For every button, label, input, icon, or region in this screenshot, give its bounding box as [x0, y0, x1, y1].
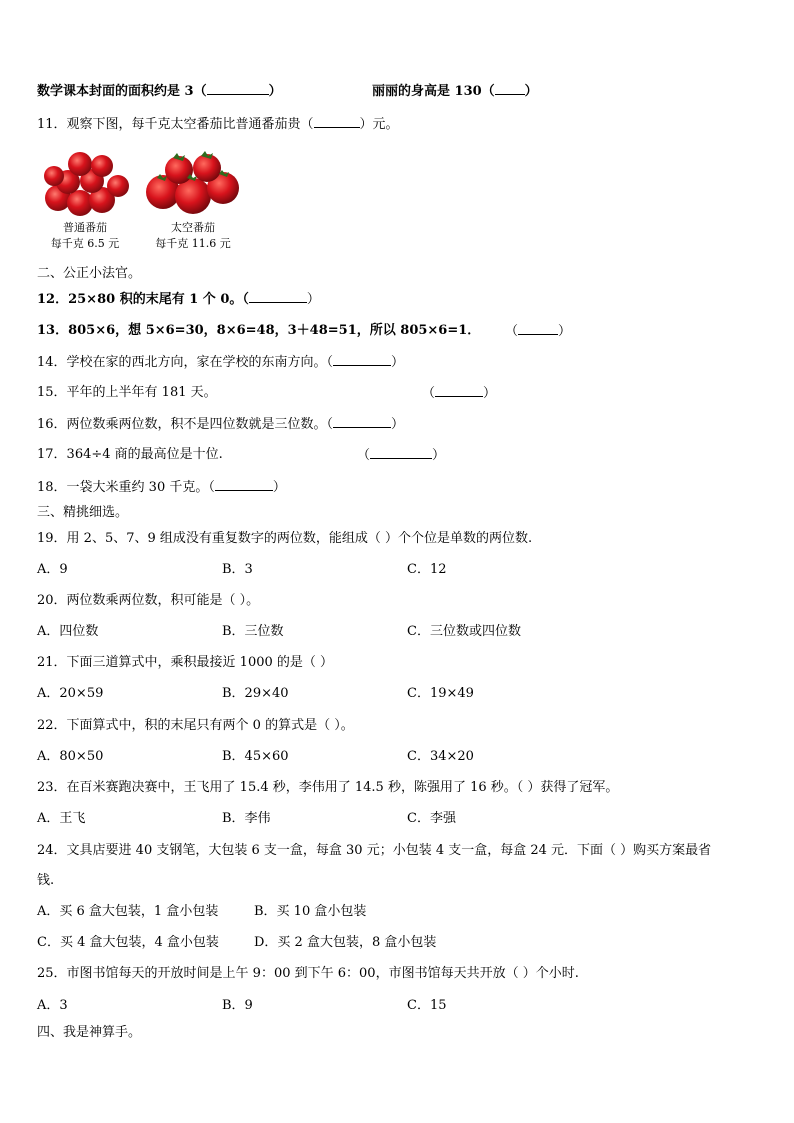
question-24-continued: 钱.	[37, 873, 55, 888]
option-a[interactable]: A．3	[37, 998, 68, 1013]
question-17-answer	[357, 446, 445, 465]
question-text: 11．观察下图，每千克太空番茄比普通番茄贵（	[37, 117, 314, 132]
option-b[interactable]: B．买 10 盒小包装	[254, 904, 367, 919]
option-b[interactable]: B．29×40	[222, 686, 289, 701]
section-title-4: 四、我是神算手。	[37, 1025, 142, 1040]
question-13: 13．805×6，想 5×6=30，8×6=48，3＋48=51，所以 805×6=1．	[37, 323, 481, 338]
answer-blank[interactable]	[333, 415, 391, 428]
question-12	[37, 290, 320, 309]
caption-space-tomato: 太空番茄	[171, 221, 215, 234]
question-25: 25．市图书馆每天的开放时间是上午 9：00 到下午 6：00，市图书馆每天共开放（ ）个小时.	[37, 966, 579, 981]
question-18	[37, 478, 286, 497]
option-b[interactable]: B．3	[222, 562, 253, 577]
answer-blank[interactable]	[215, 478, 273, 491]
option-c[interactable]: C．19×49	[407, 686, 474, 701]
question-20: 20．两位数乘两位数，积可能是（ ）。	[37, 593, 260, 608]
text-close: ）	[432, 448, 446, 463]
question-text-end: ）元。	[359, 117, 399, 132]
option-c[interactable]: C．34×20	[407, 749, 474, 764]
question-22: 22．下面算式中，积的末尾只有两个 0 的算式是（ ）。	[37, 718, 354, 733]
option-c[interactable]: C．买 4 盒大包装，4 盒小包装	[37, 935, 219, 950]
option-b[interactable]: B．李伟	[222, 811, 271, 826]
space-tomato-image	[143, 148, 243, 220]
question-14	[37, 353, 404, 372]
text-open: （	[505, 324, 519, 339]
text-close: ）	[268, 84, 282, 99]
text-open: （	[357, 448, 371, 463]
ordinary-tomato-image	[40, 148, 130, 220]
question-15-answer	[422, 384, 496, 403]
option-d[interactable]: D．买 2 盒大包装，8 盒小包装	[254, 935, 437, 950]
question-15: 15．平年的上半年有 181 天。	[37, 385, 217, 400]
answer-blank[interactable]	[495, 82, 525, 95]
question-text: 18．一袋大米重约 30 千克。（	[37, 480, 215, 495]
answer-blank[interactable]	[370, 446, 432, 459]
option-c[interactable]: C．15	[407, 998, 447, 1013]
question-23: 23．在百米赛跑决赛中，王飞用了 15.4 秒，李伟用了 14.5 秒，陈强用了 16 秒。（ ）获得了冠军。	[37, 780, 619, 795]
option-b[interactable]: B．9	[222, 998, 253, 1013]
question-text: 16．两位数乘两位数，积不是四位数就是三位数。（	[37, 417, 334, 432]
option-a[interactable]: A．9	[37, 562, 68, 577]
question-11	[37, 115, 399, 134]
answer-blank[interactable]	[518, 322, 558, 335]
option-a[interactable]: A．20×59	[37, 686, 104, 701]
question-text-end: ）	[391, 417, 405, 432]
section-title-2: 二、公正小法官。	[37, 266, 142, 281]
question-17: 17．364÷4 商的最高位是十位.	[37, 447, 223, 462]
answer-blank[interactable]	[249, 290, 307, 303]
question-text: 12．25×80 积的末尾有 1 个 0。（	[37, 292, 249, 307]
answer-blank[interactable]	[333, 353, 391, 366]
text-height: 丽丽的身高是 130（	[372, 84, 495, 99]
caption-ordinary-price: 每千克 6.5 元	[50, 237, 120, 250]
question-text: 14．学校在家的西北方向，家在学校的东南方向。（	[37, 355, 334, 370]
answer-blank[interactable]	[207, 82, 269, 95]
option-a[interactable]: A．四位数	[37, 624, 99, 639]
section-title-3: 三、精挑细选。	[37, 505, 129, 520]
option-b[interactable]: B．三位数	[222, 624, 284, 639]
option-c[interactable]: C．三位数或四位数	[407, 624, 521, 639]
question-24: 24．文具店要进 40 支钢笔，大包装 6 支一盒，每盒 30 元；小包装 4 支一盒，每盒 24 元．下面（ ）购买方案最省	[37, 843, 712, 858]
question-21: 21．下面三道算式中，乘积最接近 1000 的是（ ）	[37, 655, 334, 670]
question-text-end: ）	[391, 355, 405, 370]
text-cover-area: 数学课本封面的面积约是 3（	[37, 84, 207, 99]
question-16	[37, 415, 404, 434]
text-close: ）	[558, 324, 572, 339]
question-text-end: ）	[306, 292, 320, 307]
question-19: 19．用 2、5、7、9 组成没有重复数字的两位数，能组成（ ）个个位是单数的两位数.	[37, 531, 533, 546]
answer-blank[interactable]	[435, 384, 483, 397]
text-close: ）	[524, 84, 538, 99]
line-cover-area	[37, 82, 282, 101]
option-c[interactable]: C．李强	[407, 811, 456, 826]
option-b[interactable]: B．45×60	[222, 749, 289, 764]
caption-space-price: 每千克 11.6 元	[155, 237, 231, 250]
option-a[interactable]: A．80×50	[37, 749, 104, 764]
question-text-end: ）	[272, 480, 286, 495]
caption-ordinary-tomato: 普通番茄	[63, 221, 107, 234]
answer-blank[interactable]	[314, 115, 360, 128]
question-13-answer	[505, 322, 571, 341]
line-height-lili	[372, 82, 538, 101]
text-close: ）	[483, 386, 497, 401]
text-open: （	[422, 386, 436, 401]
option-a[interactable]: A．王飞	[37, 811, 86, 826]
option-c[interactable]: C．12	[407, 562, 447, 577]
option-a[interactable]: A．买 6 盒大包装，1 盒小包装	[37, 904, 219, 919]
